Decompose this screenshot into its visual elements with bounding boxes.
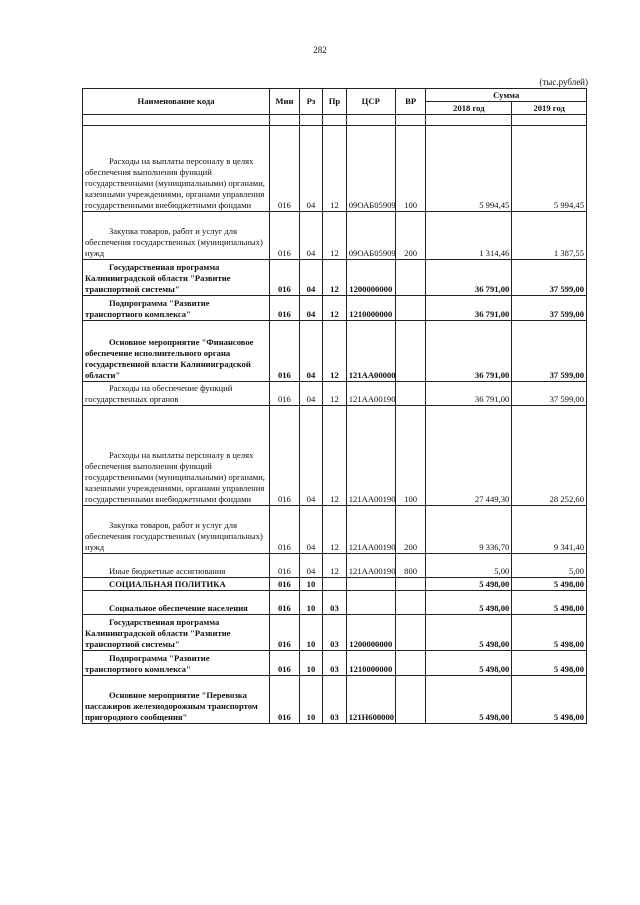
row-name: Основное мероприятие "Перевозка пассажиров железнодорожным транспортом пригородного сообщения" <box>85 690 258 722</box>
row-rz: 10 <box>299 615 323 651</box>
row-min: 016 <box>270 406 300 506</box>
row-2018: 27 449,30 <box>426 406 512 506</box>
row-2018: 9 336,70 <box>426 506 512 554</box>
row-vr <box>395 578 426 591</box>
header-summa: Сумма <box>426 89 587 102</box>
row-name: Закупка товаров, работ и услуг для обеспечения государственных (муниципальных) нужд <box>85 226 263 258</box>
row-rz: 04 <box>299 554 323 578</box>
row-rz: 10 <box>299 676 323 724</box>
row-name: Иные бюджетные ассигнования <box>109 566 226 576</box>
row-2018: 5 994,45 <box>426 126 512 212</box>
table-row <box>83 212 587 260</box>
row-csr: 1210000000 <box>346 296 395 321</box>
row-min: 016 <box>270 651 300 676</box>
row-2018: 36 791,00 <box>426 321 512 382</box>
row-csr: 09ОАБ05909 <box>346 126 395 212</box>
row-name: Основное мероприятие "Финансовое обеспечение исполнительного органа государственной власти Калининградской области" <box>85 337 254 380</box>
row-min: 016 <box>270 126 300 212</box>
row-2018: 1 314,46 <box>426 212 512 260</box>
row-csr: 09ОАБ05909 <box>346 212 395 260</box>
row-vr: 800 <box>395 554 426 578</box>
row-csr: 121АА00190 <box>346 554 395 578</box>
row-rz: 04 <box>299 506 323 554</box>
row-csr <box>346 578 395 591</box>
row-vr: 100 <box>395 126 426 212</box>
row-csr: 1210000000 <box>346 651 395 676</box>
row-rz: 04 <box>299 126 323 212</box>
row-csr: 121АА00190 <box>346 506 395 554</box>
row-min: 016 <box>270 578 300 591</box>
row-2019: 5 498,00 <box>512 676 587 724</box>
row-min: 016 <box>270 591 300 615</box>
row-min: 016 <box>270 676 300 724</box>
row-2018: 36 791,00 <box>426 260 512 296</box>
row-2018: 5 498,00 <box>426 591 512 615</box>
row-2019: 1 387,55 <box>512 212 587 260</box>
row-2019: 5,00 <box>512 554 587 578</box>
table-row <box>83 615 587 651</box>
row-2018: 5 498,00 <box>426 578 512 591</box>
row-vr <box>395 382 426 406</box>
row-pr: 12 <box>323 506 347 554</box>
header-2018: 2018 год <box>426 102 512 115</box>
row-csr: 121АА00000 <box>346 321 395 382</box>
row-pr: 12 <box>323 321 347 382</box>
row-rz: 04 <box>299 212 323 260</box>
row-2019: 37 599,00 <box>512 321 587 382</box>
row-name: Расходы на выплаты персоналу в целях обеспечения выполнения функций государственными (муниципальными) органами, казенными учреждениями, органами управления государственными внебюджетными фондами <box>85 156 265 210</box>
table-row <box>83 406 587 506</box>
table-row <box>83 260 587 296</box>
page-number: 282 <box>313 45 327 55</box>
row-2018: 5,00 <box>426 554 512 578</box>
row-2019: 37 599,00 <box>512 260 587 296</box>
row-csr: 121Н600000 <box>346 676 395 724</box>
row-rz: 10 <box>299 578 323 591</box>
row-name: Государственная программа Калининградской области "Развитие транспортной системы" <box>85 262 231 294</box>
table-row <box>83 115 587 126</box>
row-vr <box>395 321 426 382</box>
table-row <box>83 676 587 724</box>
row-rz: 04 <box>299 382 323 406</box>
table-row <box>83 554 587 578</box>
row-2019: 5 498,00 <box>512 591 587 615</box>
header-vr: ВР <box>395 89 426 115</box>
row-2019: 5 498,00 <box>512 615 587 651</box>
row-vr <box>395 260 426 296</box>
header-csr: ЦСР <box>346 89 395 115</box>
row-min: 016 <box>270 506 300 554</box>
header-min: Мин <box>270 89 300 115</box>
row-vr <box>395 296 426 321</box>
row-2018: 5 498,00 <box>426 651 512 676</box>
table-row <box>83 321 587 382</box>
row-min: 016 <box>270 212 300 260</box>
row-pr: 12 <box>323 126 347 212</box>
row-2019: 5 498,00 <box>512 578 587 591</box>
row-pr <box>323 578 347 591</box>
row-name: Подпрограмма "Развитие транспортного комплекса" <box>85 298 210 319</box>
row-csr <box>346 591 395 615</box>
row-name: Социальное обеспечение населения <box>109 603 248 613</box>
row-min: 016 <box>270 260 300 296</box>
row-2019: 5 994,45 <box>512 126 587 212</box>
row-vr: 100 <box>395 406 426 506</box>
row-2019: 37 599,00 <box>512 382 587 406</box>
row-csr: 1200000000 <box>346 260 395 296</box>
row-name: Расходы на обеспечение функций государственных органов <box>85 383 233 404</box>
header-name: Наименование кода <box>83 89 270 115</box>
row-name: Государственная программа Калининградской области "Развитие транспортной системы" <box>85 617 231 649</box>
row-vr <box>395 651 426 676</box>
table-row <box>83 591 587 615</box>
row-pr: 12 <box>323 554 347 578</box>
table-row <box>83 651 587 676</box>
row-vr: 200 <box>395 212 426 260</box>
row-vr <box>395 591 426 615</box>
row-pr: 03 <box>323 651 347 676</box>
row-min: 016 <box>270 615 300 651</box>
row-vr <box>395 676 426 724</box>
row-vr: 200 <box>395 506 426 554</box>
row-vr <box>395 615 426 651</box>
units-label: (тыс.рублей) <box>539 77 588 87</box>
header-rz: Рз <box>299 89 323 115</box>
row-pr: 03 <box>323 676 347 724</box>
header-2019: 2019 год <box>512 102 587 115</box>
row-pr: 03 <box>323 615 347 651</box>
row-name: Подпрограмма "Развитие транспортного комплекса" <box>85 653 210 674</box>
row-name: Расходы на выплаты персоналу в целях обеспечения выполнения функций государственными (муниципальными) органами, казенными учреждениями, органами управления государственными внебюджетными фондами <box>85 450 265 504</box>
row-min: 016 <box>270 321 300 382</box>
row-rz: 10 <box>299 591 323 615</box>
table-row <box>83 126 587 212</box>
row-rz: 04 <box>299 260 323 296</box>
row-pr: 03 <box>323 591 347 615</box>
row-2018: 5 498,00 <box>426 676 512 724</box>
row-2018: 36 791,00 <box>426 296 512 321</box>
budget-table <box>82 88 587 724</box>
row-csr: 121АА00190 <box>346 382 395 406</box>
row-2018: 5 498,00 <box>426 615 512 651</box>
row-rz: 10 <box>299 651 323 676</box>
row-pr: 12 <box>323 260 347 296</box>
table-row <box>83 506 587 554</box>
row-2019: 5 498,00 <box>512 651 587 676</box>
row-csr: 121АА00190 <box>346 406 395 506</box>
row-2019: 9 341,40 <box>512 506 587 554</box>
table-row <box>83 578 587 591</box>
row-pr: 12 <box>323 382 347 406</box>
row-2019: 28 252,60 <box>512 406 587 506</box>
row-name: Закупка товаров, работ и услуг для обеспечения государственных (муниципальных) нужд <box>85 520 263 552</box>
row-2018: 36 791,00 <box>426 382 512 406</box>
row-min: 016 <box>270 296 300 321</box>
row-min: 016 <box>270 382 300 406</box>
row-name: СОЦИАЛЬНАЯ ПОЛИТИКА <box>109 579 226 589</box>
table-row <box>83 296 587 321</box>
row-rz: 04 <box>299 296 323 321</box>
table-row <box>83 382 587 406</box>
row-min: 016 <box>270 554 300 578</box>
row-rz: 04 <box>299 321 323 382</box>
row-2019: 37 599,00 <box>512 296 587 321</box>
row-rz: 04 <box>299 406 323 506</box>
row-pr: 12 <box>323 406 347 506</box>
header-pr: Пр <box>323 89 347 115</box>
row-pr: 12 <box>323 212 347 260</box>
row-csr: 1200000000 <box>346 615 395 651</box>
row-pr: 12 <box>323 296 347 321</box>
